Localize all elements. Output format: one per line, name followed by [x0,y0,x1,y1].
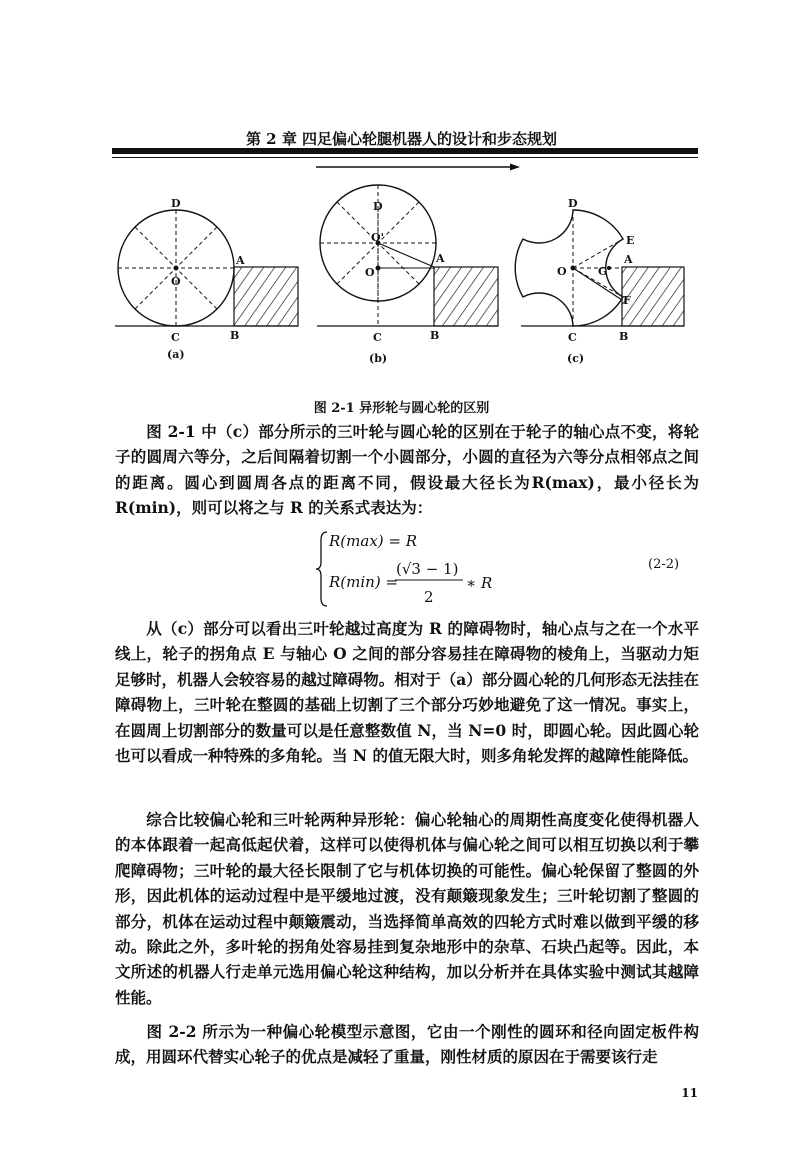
paragraph-3 [115,807,699,1010]
panel-b [317,185,498,365]
obstacle-c [622,267,684,326]
label-c-B: B [619,330,629,343]
chapter-header: 第 2 章 四足偏心轮腿机器人的设计和步态规划 [245,130,558,148]
panel-a [115,197,298,361]
header-rule-thick [112,148,698,154]
paragraph-2-text: 从（c）部分可以看出三叶轮越过高度为 R 的障碍物时，轴心点与之在一个水平线上，轮子的拐角点 E 与轴心 O 之间的部分容易挂在障碍物的棱角上，当驱动力矩足够时，机器人会较容易的越过障碍物。相对于（a）部分圆心轮的几何形态无法挂在障碍物上，三叶轮在整圆的基础上切割了三个部分巧妙地避免了这一情况。事实上，在圆周上切割部分的数量可以是任意整数值 N，当 N=0 时，即圆心轮。因此圆心轮也可以看成一种特殊的多角轮。当 N 的值无限大时，则多角轮发挥的越障性能降低。 [115,619,699,766]
equation-numerator: (√3 − 1) [396,560,459,578]
label-a-A: A [236,254,245,267]
label-b-O-prime: O' [371,231,384,244]
paragraph-2 [115,616,699,768]
paragraph-1-text: 图 2-1 中（c）部分所示的三叶轮与圆心轮的区别在于轮子的轴心点不变，将轮子的圆周六等分，之后间隔着切割一个小圆部分，小圆的直径为六等分点相邻点之间的距离。圆心到圆周各点的距离不同，假设最大径长为R(max)，最小径长为R(min)，则可以将之与 R 的关系式表达为： [115,422,699,518]
paragraph-4-text: 图 2-2 所示为一种偏心轮模型示意图，它由一个刚性的圆环和径向固定板件构成，用圆环代替实心轮子的优点是减轻了重量，刚性材质的原因在于需要该行走 [115,1022,699,1067]
equation-denominator: 2 [424,588,434,606]
label-a-B: B [230,329,240,342]
obstacle-a [234,267,298,326]
obstacle-b [434,267,498,326]
equation-number: (2-2) [648,557,680,572]
panel-label-a: (a) [167,348,185,361]
paragraph-3-text: 综合比较偏心轮和三叶轮两种异形轮：偏心轮轴心的周期性高度变化使得机器人的本体跟着一起高低起伏着，这样可以使得机体与偏心轮之间可以相互切换以利于攀爬障碍物；三叶轮的最大径长限制了它与机体切换的可能性。偏心轮保留了整圆的外形，因此机体的运动过程中是平缓地过渡，没有颠簸现象发生；三叶轮切割了整圆的部分，机体在运动过程中颠簸震动，当选择简单高效的四轮方式时难以做到平缓的移动。除此之外，多叶轮的拐角处容易挂到复杂地形中的杂草、石块凸起等。因此，本文所述的机器人行走单元选用偏心轮这种结构，加以分析并在具体实验中测试其越障性能。 [115,810,699,1007]
label-b-C: C [373,331,382,344]
page-number: 11 [681,1086,698,1100]
label-a-O: O [171,275,181,288]
label-a-D: D [171,197,181,210]
label-a-C: C [171,331,180,344]
equation-rhs-2: ∗ R [466,574,493,592]
label-b-D: D [373,200,383,213]
equation-line-1: R(max) = R [329,532,418,550]
equation-2-2 [315,528,695,610]
equation-lhs-2: R(min) = [329,573,399,591]
panel-label-c: (c) [567,352,585,365]
label-c-D: D [568,197,578,210]
paragraph-1 [115,419,699,521]
label-c-G: G [598,265,608,278]
panel-c [515,197,684,365]
label-c-F: F [623,294,631,307]
label-c-E: E [626,234,635,247]
label-c-C: C [568,331,577,344]
paragraph-4 [115,1019,699,1070]
direction-arrow [316,164,520,171]
figure-caption: 图 2-1 异形轮与圆心轮的区别 [313,401,490,416]
label-b-B: B [430,329,440,342]
label-b-O: O [365,266,375,279]
panel-label-b: (b) [369,352,388,365]
label-c-O: O [557,265,567,278]
header-rule-thin [112,157,698,158]
label-c-A: A [624,253,633,266]
label-b-A: A [436,252,445,265]
figure-wheels [0,160,803,380]
